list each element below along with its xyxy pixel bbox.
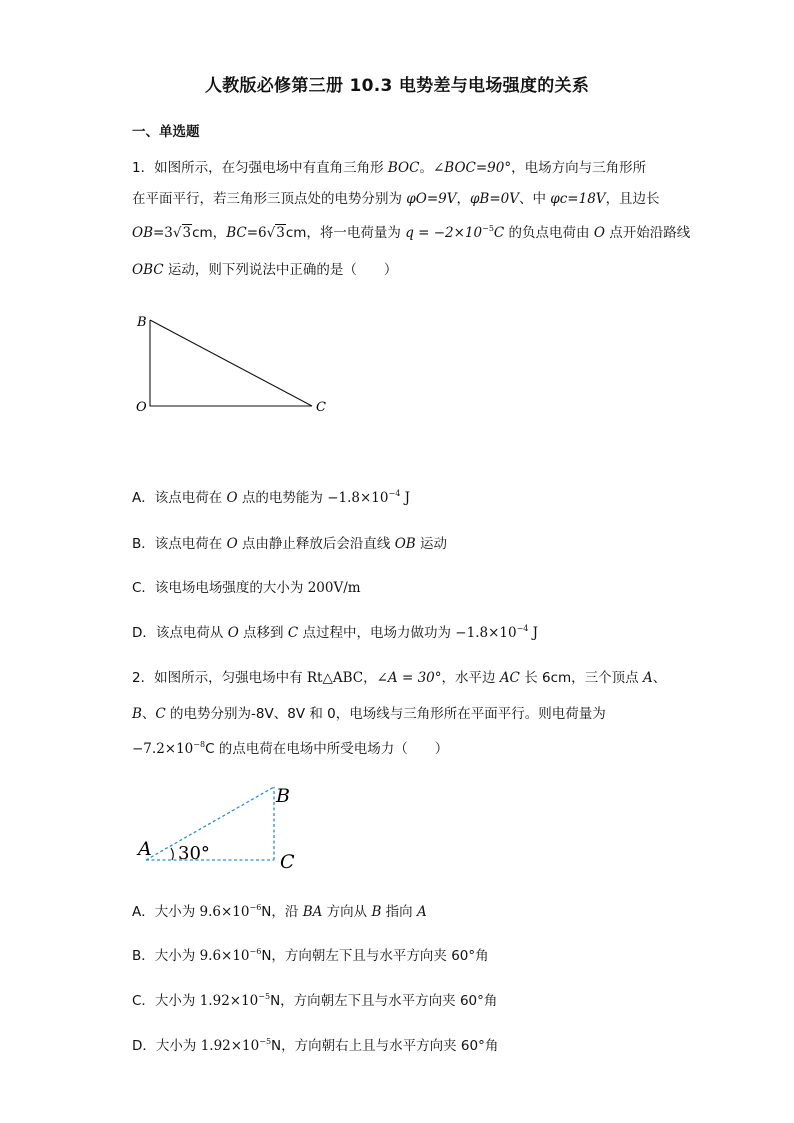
q2-math: ∠A = 30° [376, 670, 442, 686]
q1-math: ∠BOC=90° [432, 160, 512, 176]
q1-text: 1．如图所示，在匀强电场中有直角三角形 [132, 160, 388, 176]
q1-math: O [226, 536, 238, 552]
q1-exponent: −4 [516, 624, 529, 633]
q1-text: 点开始沿路线 [604, 225, 691, 241]
q2-text: B．大小为 [132, 948, 200, 964]
q2-text: 、 [652, 670, 667, 686]
q1-math: OBC [132, 262, 164, 278]
q2-text: N，方向朝左下且与水平方向夹 60°角 [261, 948, 489, 964]
label-b: B [137, 315, 147, 330]
q1-stem-line-1 [132, 162, 646, 176]
q1-stem-line-2 [132, 193, 660, 207]
q2-text: N，沿 [261, 904, 303, 920]
q2-text: N，方向朝左下且与水平方向夹 60°角 [270, 993, 498, 1009]
q1-math: −1.8×10 [455, 625, 517, 641]
q1-option-d[interactable] [132, 624, 539, 641]
q2-text: 指向 [381, 904, 417, 920]
q2-math: C [155, 706, 166, 722]
q2-math: 1.92×10 [199, 993, 259, 1009]
q1-text: B．该点电荷在 [132, 536, 227, 552]
q2-text: ，水平边 [441, 670, 500, 686]
angle-label: 30° [178, 843, 210, 864]
q2-exponent: −6 [249, 947, 262, 956]
q1-triangle-figure [130, 308, 340, 420]
q2-math: BA [302, 904, 323, 920]
q1-math: BOC [387, 160, 420, 176]
q1-text: 的负点电荷由 [504, 225, 594, 241]
q1-text: 在平面平行，若三角形三顶点处的电势分别为 [132, 191, 407, 207]
section-heading: 一、单选题 [132, 124, 200, 140]
q2-text: C．大小为 [132, 993, 200, 1009]
q1-math: C [287, 625, 299, 641]
label-o: O [136, 400, 147, 415]
q1-stem-line-3 [132, 224, 691, 241]
q1-math: J [400, 490, 410, 506]
q1-math: O [226, 490, 238, 506]
q1-exponent: −4 [388, 489, 401, 498]
sqrt-sign: √ [266, 225, 276, 241]
q1-text: 运动，则下列说法中正确的是（ ） [163, 262, 398, 278]
q1-text: 、中 [519, 191, 551, 207]
q2-text: 的电势分别为-8V、8V 和 0，电场线与三角形所在平面平行。则电荷量为 [165, 706, 606, 722]
q1-math: =3 [153, 225, 173, 241]
q1-math: BC [226, 225, 247, 241]
q2-math: A [416, 904, 427, 920]
q2-text: D．大小为 [132, 1038, 201, 1054]
q1-math: OB [132, 225, 153, 241]
q2-text: 方向从 [322, 904, 372, 920]
q2-exponent: −8 [193, 740, 206, 749]
q1-math: O [227, 625, 239, 641]
q2-text: 、 [141, 706, 156, 722]
q2-text: A．大小为 [132, 904, 200, 920]
q2-text: 2．如图所示，匀强电场中有 [132, 670, 307, 686]
edge-ab [146, 787, 274, 860]
q1-text: 点移到 [238, 625, 288, 641]
q1-text: A．该点电荷在 [132, 490, 227, 506]
q1-option-c[interactable] [132, 582, 361, 596]
q1-math: 3 [276, 225, 285, 241]
q1-math: q = −2×10 [405, 225, 483, 241]
q1-math: J [528, 625, 539, 641]
q1-math: φc=18V [550, 191, 606, 207]
q2-exponent: −6 [249, 903, 262, 912]
angle-arc [171, 848, 173, 860]
label-a: A [138, 838, 152, 860]
q1-math: C [493, 225, 505, 241]
q1-text: 点由静止释放后会沿直线 [237, 536, 395, 552]
q1-option-b[interactable] [132, 538, 447, 552]
q1-text: 运动 [415, 536, 448, 552]
q1-text: D．该点电荷从 [132, 625, 228, 641]
q1-text: ，且边长 [605, 191, 660, 207]
q1-text: ，电场方向与三角形所 [511, 160, 647, 176]
q2-option-c[interactable] [132, 992, 498, 1009]
q2-math: 1.92×10 [200, 1038, 260, 1054]
q2-option-d[interactable] [132, 1037, 499, 1054]
q2-stem-line-3 [132, 740, 449, 757]
q2-exponent: −5 [259, 1037, 272, 1046]
q1-text: cm，将一电荷量为 [285, 225, 406, 241]
q1-option-a[interactable] [132, 489, 410, 506]
q1-math: φB=0V [469, 191, 519, 207]
q1-math: =6 [246, 225, 267, 241]
q1-math: O [593, 225, 605, 241]
triangle-boc [150, 320, 312, 406]
page-title: 人教版必修第三册 10.3 电势差与电场强度的关系 [204, 76, 590, 96]
label-c: C [316, 400, 326, 415]
q1-text: 点过程中，电场力做功为 [298, 625, 456, 641]
q2-math: Rt△ABC [306, 670, 364, 686]
label-c: C [280, 851, 295, 873]
q1-math: −1.8×10 [327, 490, 389, 506]
q1-text: ， [456, 191, 470, 207]
q2-stem-line-2 [132, 708, 606, 722]
q2-text: N，方向朝右上且与水平方向夹 60°角 [271, 1038, 499, 1054]
q2-math: B [132, 706, 142, 722]
q2-option-a[interactable] [132, 903, 427, 920]
q2-math: −7.2×10 [132, 741, 194, 757]
q1-exponent: −5 [482, 224, 494, 233]
q2-exponent: −5 [258, 992, 271, 1001]
q1-math: OB [394, 536, 416, 552]
q2-text: C 的点电荷在电场中所受电场力（ ） [205, 741, 449, 757]
q2-math: 9.6×10 [199, 948, 250, 964]
q2-math: 9.6×10 [199, 904, 250, 920]
q2-math: A [642, 670, 653, 686]
q2-stem-line-1 [132, 672, 666, 686]
q1-text: C．该电场电场强度的大小为 [132, 580, 308, 596]
label-b: B [276, 785, 290, 807]
q1-text: 。 [419, 160, 433, 176]
q2-text: ， [363, 670, 377, 686]
q2-triangle-figure [130, 778, 310, 874]
q2-math: AC [499, 670, 520, 686]
q2-math: B [371, 904, 382, 920]
sqrt-sign: √ [172, 225, 182, 241]
q1-math: φO=9V [406, 191, 457, 207]
q1-math: 3 [182, 225, 192, 241]
q1-stem-line-4 [132, 264, 397, 278]
q1-text: cm， [192, 225, 227, 241]
q1-math: 200V/m [307, 580, 361, 596]
q2-option-b[interactable] [132, 947, 489, 964]
q1-text: 点的电势能为 [237, 490, 328, 506]
q2-text: 长 6cm，三个顶点 [519, 670, 643, 686]
